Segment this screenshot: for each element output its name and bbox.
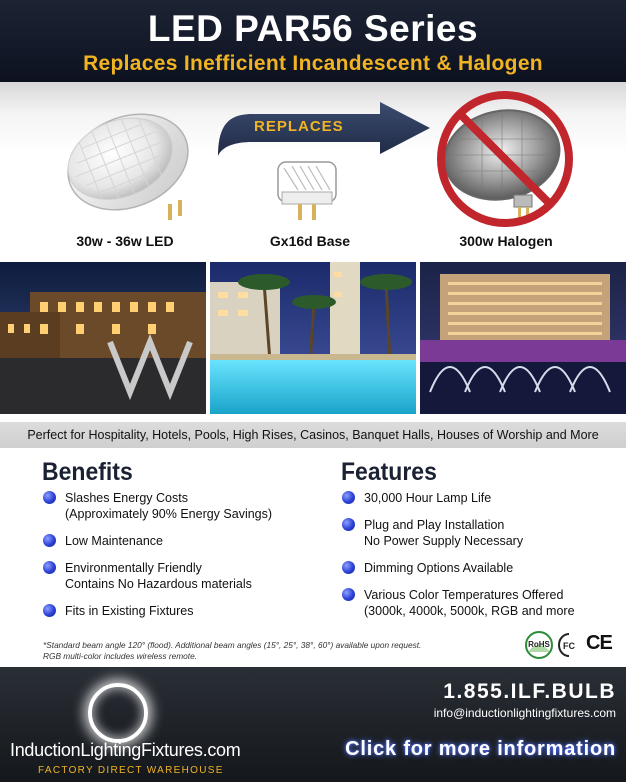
gx16d-base-icon [276, 160, 341, 228]
email-link[interactable]: info@inductionlightingfixtures.com [433, 706, 616, 720]
led-caption: 30w - 36w LED [76, 233, 174, 249]
more-info-button[interactable]: Click for more information [345, 738, 616, 760]
replaces-label: REPLACES [254, 118, 344, 135]
induction-ring-logo-icon [88, 683, 148, 743]
halogen-prohibited-icon [430, 87, 580, 232]
bullet-icon [342, 588, 355, 601]
brand-name: InductionLightingFixtures.com [10, 740, 241, 760]
base-caption: Gx16d Base [269, 233, 351, 249]
rohs-logo-icon [524, 630, 554, 660]
bullet-icon [342, 491, 355, 504]
benefit-item: Fits in Existing Fixtures [43, 603, 272, 619]
halogen-caption: 300w Halogen [459, 233, 553, 249]
benefit-item: Low Maintenance [43, 533, 272, 549]
bullet-icon [342, 518, 355, 531]
hotel-street-photo [0, 262, 206, 414]
page-subtitle: Replaces Inefficient Incandescent & Halogen [83, 52, 543, 75]
bullet-icon [342, 561, 355, 574]
ce-logo: CE [586, 632, 612, 654]
feature-item: 30,000 Hour Lamp Life [342, 490, 575, 506]
benefits-title: Benefits [42, 458, 133, 486]
features-title: Features [341, 458, 437, 486]
header [0, 0, 626, 82]
bullet-icon [43, 491, 56, 504]
bullet-icon [43, 604, 56, 617]
feature-item: Various Color Temperatures Offered (3000k, 4000k, 5000k, RGB and more [342, 587, 575, 619]
features-list [342, 490, 575, 630]
page-title: LED PAR56 Series [147, 8, 479, 49]
led-par56-lamp-icon [60, 100, 195, 230]
feature-item: Dimming Options Available [342, 560, 575, 576]
casino-fountain-photo [420, 262, 626, 414]
fcc-logo-icon [558, 633, 580, 657]
brand-tagline: FACTORY DIRECT WAREHOUSE [38, 765, 224, 776]
footnote: *Standard beam angle 120° (flood). Additional beam angles (15°, 25°, 38°, 60°) available upon request. RGB multi-color includes wireless remote. [43, 640, 422, 661]
benefit-item: Slashes Energy Costs (Approximately 90% Energy Savings) [43, 490, 272, 522]
feature-item: Plug and Play Installation No Power Supply Necessary [342, 517, 575, 549]
applications-banner: Perfect for Hospitality, Hotels, Pools, High Rises, Casinos, Banquet Halls, Houses of Worship and More [0, 422, 626, 448]
svg-text:FC: FC [563, 641, 575, 651]
benefit-item: Environmentally Friendly Contains No Hazardous materials [43, 560, 272, 592]
svg-text:RoHS: RoHS [528, 640, 550, 649]
application-photos [0, 262, 626, 414]
pool-photo [210, 262, 416, 414]
phone-number[interactable]: 1.855.ILF.BULB [443, 680, 616, 703]
benefits-list [43, 490, 272, 630]
bullet-icon [43, 561, 56, 574]
bullet-icon [43, 534, 56, 547]
